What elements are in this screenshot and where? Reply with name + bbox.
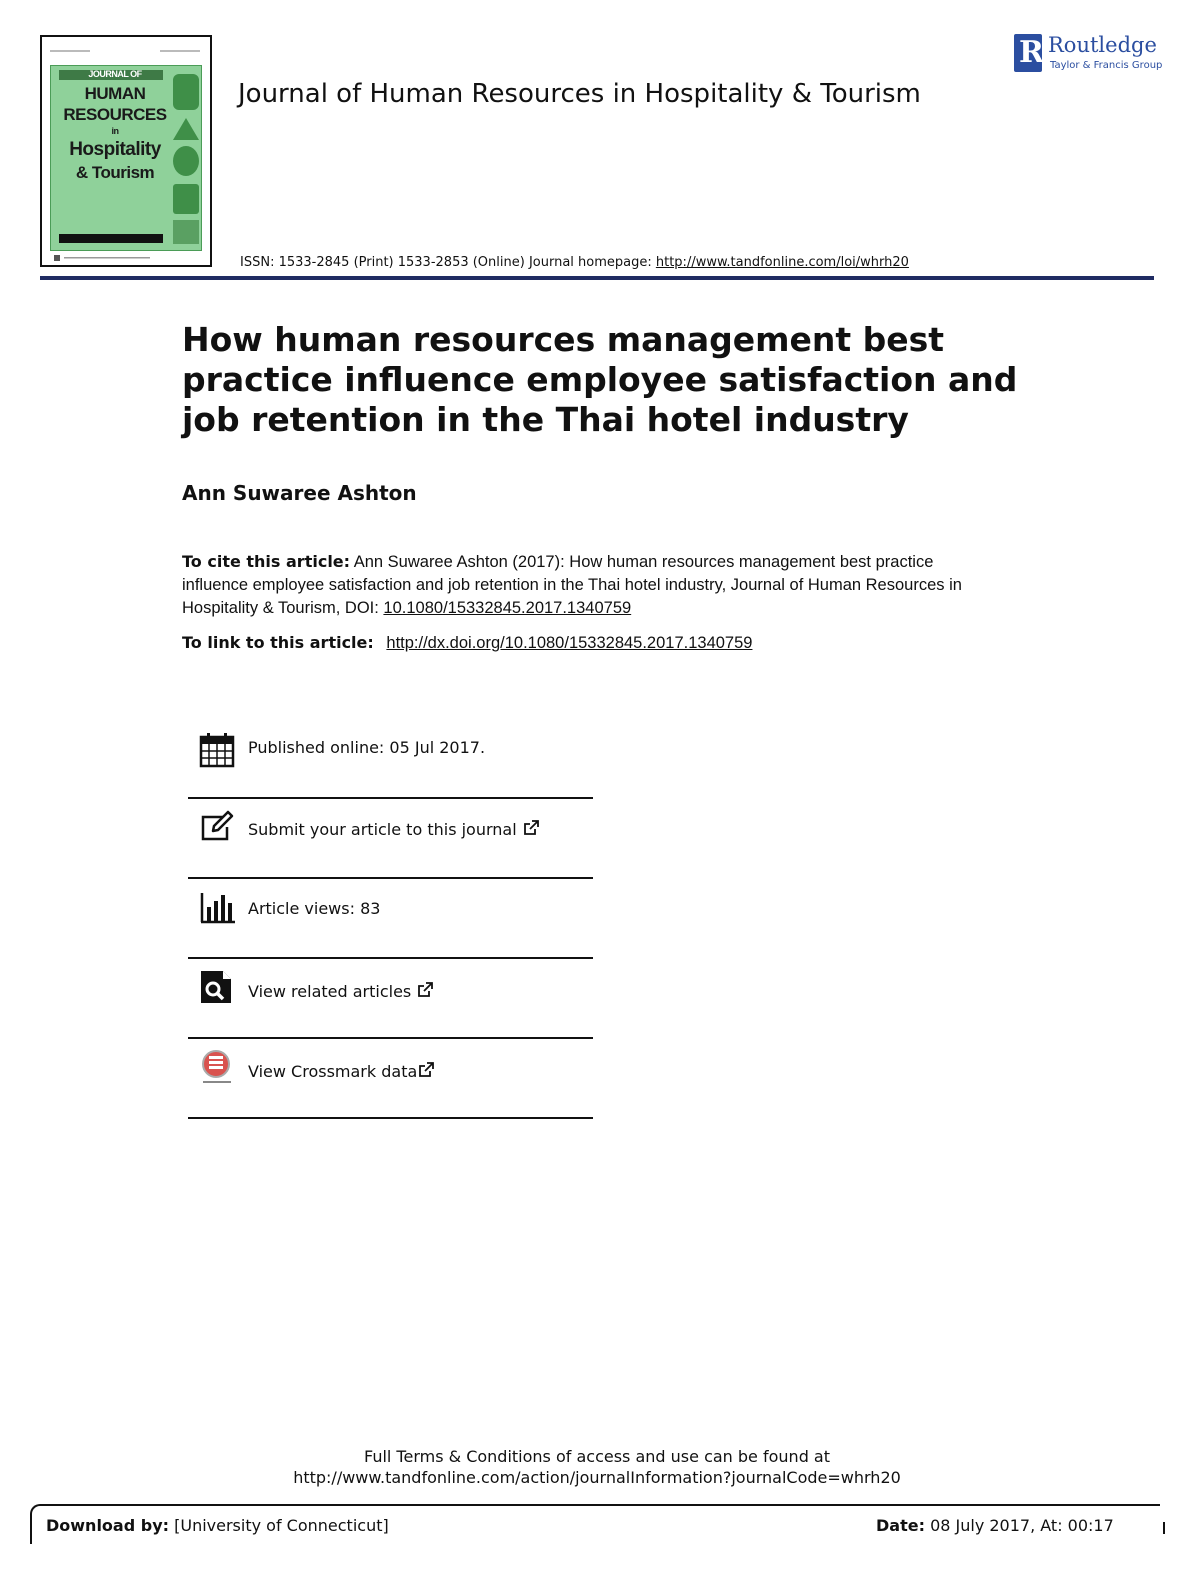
issn-text: ISSN: 1533-2845 (Print) 1533-2853 (Online) Journal homepage:: [240, 255, 656, 270]
publisher-name: Routledge: [1048, 33, 1157, 57]
footer-edge-mark: [1163, 1522, 1165, 1534]
header-divider: [40, 276, 1154, 280]
article-info-list: [188, 722, 593, 1119]
routledge-mark-icon: R: [1014, 34, 1042, 72]
cover-footer-text: [54, 255, 154, 261]
link-label: To link to this article:: [182, 633, 374, 652]
download-value: [University of Connecticut]: [169, 1516, 389, 1535]
cite-label: To cite this article:: [182, 552, 351, 571]
article-link-row: [182, 633, 752, 653]
edit-icon: [199, 809, 235, 845]
cover-line: in: [111, 126, 119, 136]
citation-block: [182, 550, 1002, 620]
cover-line: JOURNAL OF: [88, 69, 142, 79]
cover-line: HUMAN: [84, 84, 146, 103]
journal-cover-image: [40, 35, 212, 267]
journal-homepage-link[interactable]: http://www.tandfonline.com/loi/whrh20: [655, 255, 909, 270]
info-item-submit[interactable]: [188, 799, 593, 879]
published-online-text: Published online: 05 Jul 2017.: [248, 738, 486, 757]
article-title: How human resources management best practice influence employee satisfaction and job retention in the Thai hotel industry: [182, 320, 1018, 439]
article-views-text: Article views: 83: [248, 899, 381, 918]
search-document-icon: [199, 969, 235, 1005]
terms-block: [0, 1446, 1194, 1488]
article-doi-link[interactable]: http://dx.doi.org/10.1080/15332845.2017.1340759: [386, 634, 753, 652]
issn-line: [240, 255, 909, 270]
date-value: 08 July 2017, At: 00:17: [924, 1516, 1114, 1535]
bar-chart-icon: [199, 889, 235, 925]
external-link-icon: [417, 982, 433, 998]
cover-line: RESOURCES: [63, 105, 167, 124]
cover-illustration: [173, 74, 199, 246]
cite-doi-link[interactable]: 10.1080/15332845.2017.1340759: [383, 599, 632, 617]
external-link-icon: [523, 820, 539, 836]
crossmark-icon: [199, 1049, 235, 1085]
date-label: Date:: [876, 1516, 925, 1535]
cover-black-bar: [59, 234, 163, 243]
info-item-published: [188, 722, 593, 799]
download-info: [46, 1516, 389, 1535]
view-related-articles-link[interactable]: View related articles: [248, 982, 433, 1001]
download-label: Download by:: [46, 1516, 170, 1535]
cite-text: Ann Suwaree Ashton (2017): How human resources management best practice influence employee satisfaction and job retention in the Thai hotel industry, Journal of Human Resources in Hospitality & Tourism, DOI:: [182, 553, 962, 617]
calendar-icon: [199, 732, 235, 768]
cover-line: & Tourism: [75, 163, 155, 182]
cover-top-strip: [50, 43, 202, 61]
submit-article-link[interactable]: Submit your article to this journal: [248, 820, 539, 839]
info-item-related[interactable]: [188, 959, 593, 1039]
journal-title: Journal of Human Resources in Hospitality & Tourism: [238, 79, 921, 109]
cover-line: Hospitality: [69, 139, 161, 160]
info-item-views: [188, 879, 593, 959]
routledge-logo[interactable]: [1014, 32, 1164, 76]
terms-line: Full Terms & Conditions of access and use can be found at: [363, 1447, 831, 1466]
terms-url-link[interactable]: http://www.tandfonline.com/action/journalInformation?journalCode=whrh20: [293, 1468, 901, 1487]
info-item-crossmark[interactable]: [188, 1039, 593, 1119]
publisher-subtitle: Taylor & Francis Group: [1050, 60, 1163, 71]
cover-panel: [50, 65, 202, 251]
view-crossmark-link[interactable]: View Crossmark data: [248, 1062, 434, 1081]
download-date: [876, 1516, 1114, 1535]
article-author: Ann Suwaree Ashton: [182, 481, 417, 505]
external-link-icon: [418, 1062, 434, 1078]
